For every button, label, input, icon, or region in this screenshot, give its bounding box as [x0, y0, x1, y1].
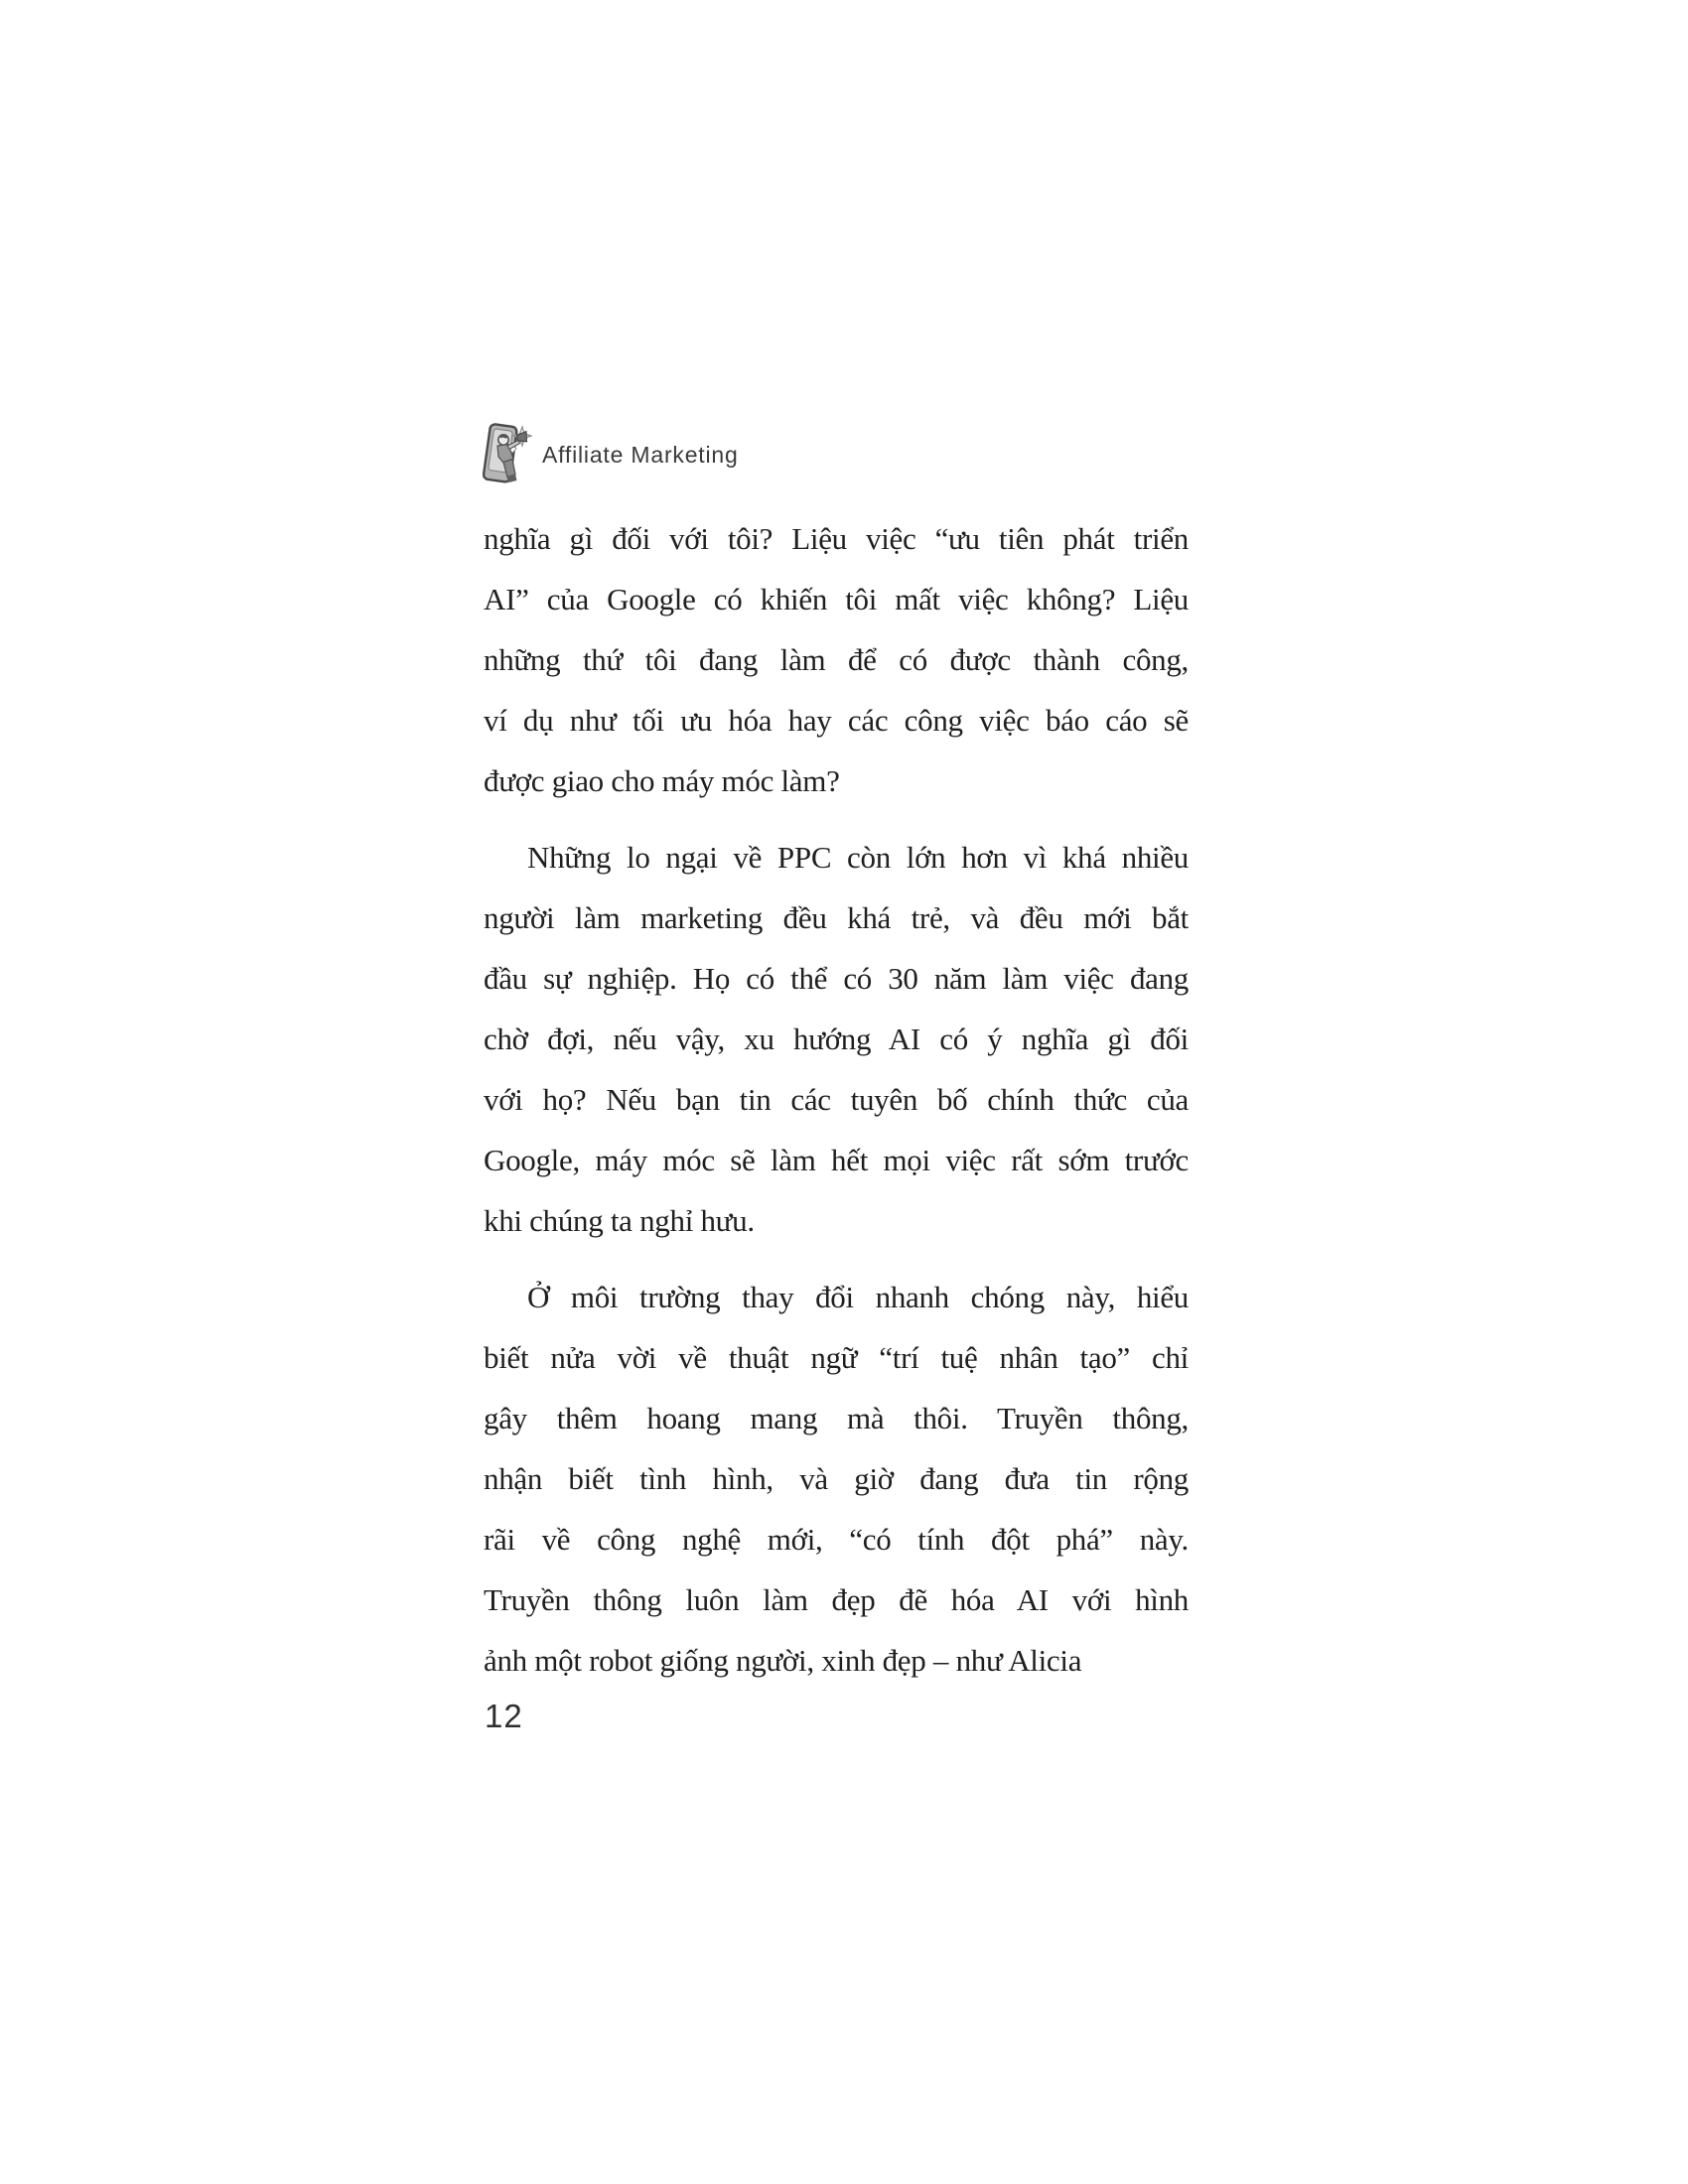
- text-block: [484, 508, 1189, 1691]
- running-header: [483, 423, 739, 486]
- text-line: những thứ tôi đang làm để có được thành công,: [484, 642, 1189, 677]
- text-line: rãi về công nghệ mới, “có tính đột phá” này.: [484, 1522, 1189, 1557]
- paragraph: [484, 827, 1189, 1251]
- text-line: AI” của Google có khiến tôi mất việc không? Liệu: [484, 582, 1189, 616]
- text-line: biết nửa vời về thuật ngữ “trí tuệ nhân tạo” chỉ: [484, 1340, 1189, 1375]
- text-line: Ở môi trường thay đổi nhanh chóng này, hiểu: [527, 1280, 1189, 1314]
- header-title: Affiliate Marketing: [542, 441, 739, 468]
- paragraph: [484, 508, 1189, 811]
- text-line: Google, máy móc sẽ làm hết mọi việc rất sớm trước: [484, 1143, 1189, 1177]
- text-line: được giao cho máy móc làm?: [484, 763, 840, 798]
- text-line: đầu sự nghiệp. Họ có thể có 30 năm làm việc đang: [484, 961, 1189, 996]
- person-in-phone-clipart-icon: [483, 423, 532, 486]
- text-line: chờ đợi, nếu vậy, xu hướng AI có ý nghĩa gì đối: [484, 1022, 1189, 1056]
- text-line: ví dụ như tối ưu hóa hay các công việc báo cáo sẽ: [484, 703, 1189, 738]
- text-line: Truyền thông luôn làm đẹp đẽ hóa AI với hình: [484, 1582, 1189, 1617]
- text-line: với họ? Nếu bạn tin các tuyên bố chính thức của: [484, 1082, 1189, 1117]
- text-line: người làm marketing đều khá trẻ, và đều mới bắt: [484, 900, 1189, 935]
- page-number: 12: [485, 1698, 523, 1734]
- text-line: Những lo ngại về PPC còn lớn hơn vì khá nhiều: [527, 840, 1189, 875]
- text-line: nghĩa gì đối với tôi? Liệu việc “ưu tiên phát triển: [484, 521, 1189, 556]
- text-line: ảnh một robot giống người, xinh đẹp – như Alicia: [484, 1643, 1082, 1678]
- text-line: khi chúng ta nghỉ hưu.: [484, 1203, 755, 1238]
- text-line: nhận biết tình hình, và giờ đang đưa tin rộng: [484, 1461, 1189, 1496]
- paragraph: [484, 1267, 1189, 1691]
- text-line: gây thêm hoang mang mà thôi. Truyền thông,: [484, 1401, 1189, 1435]
